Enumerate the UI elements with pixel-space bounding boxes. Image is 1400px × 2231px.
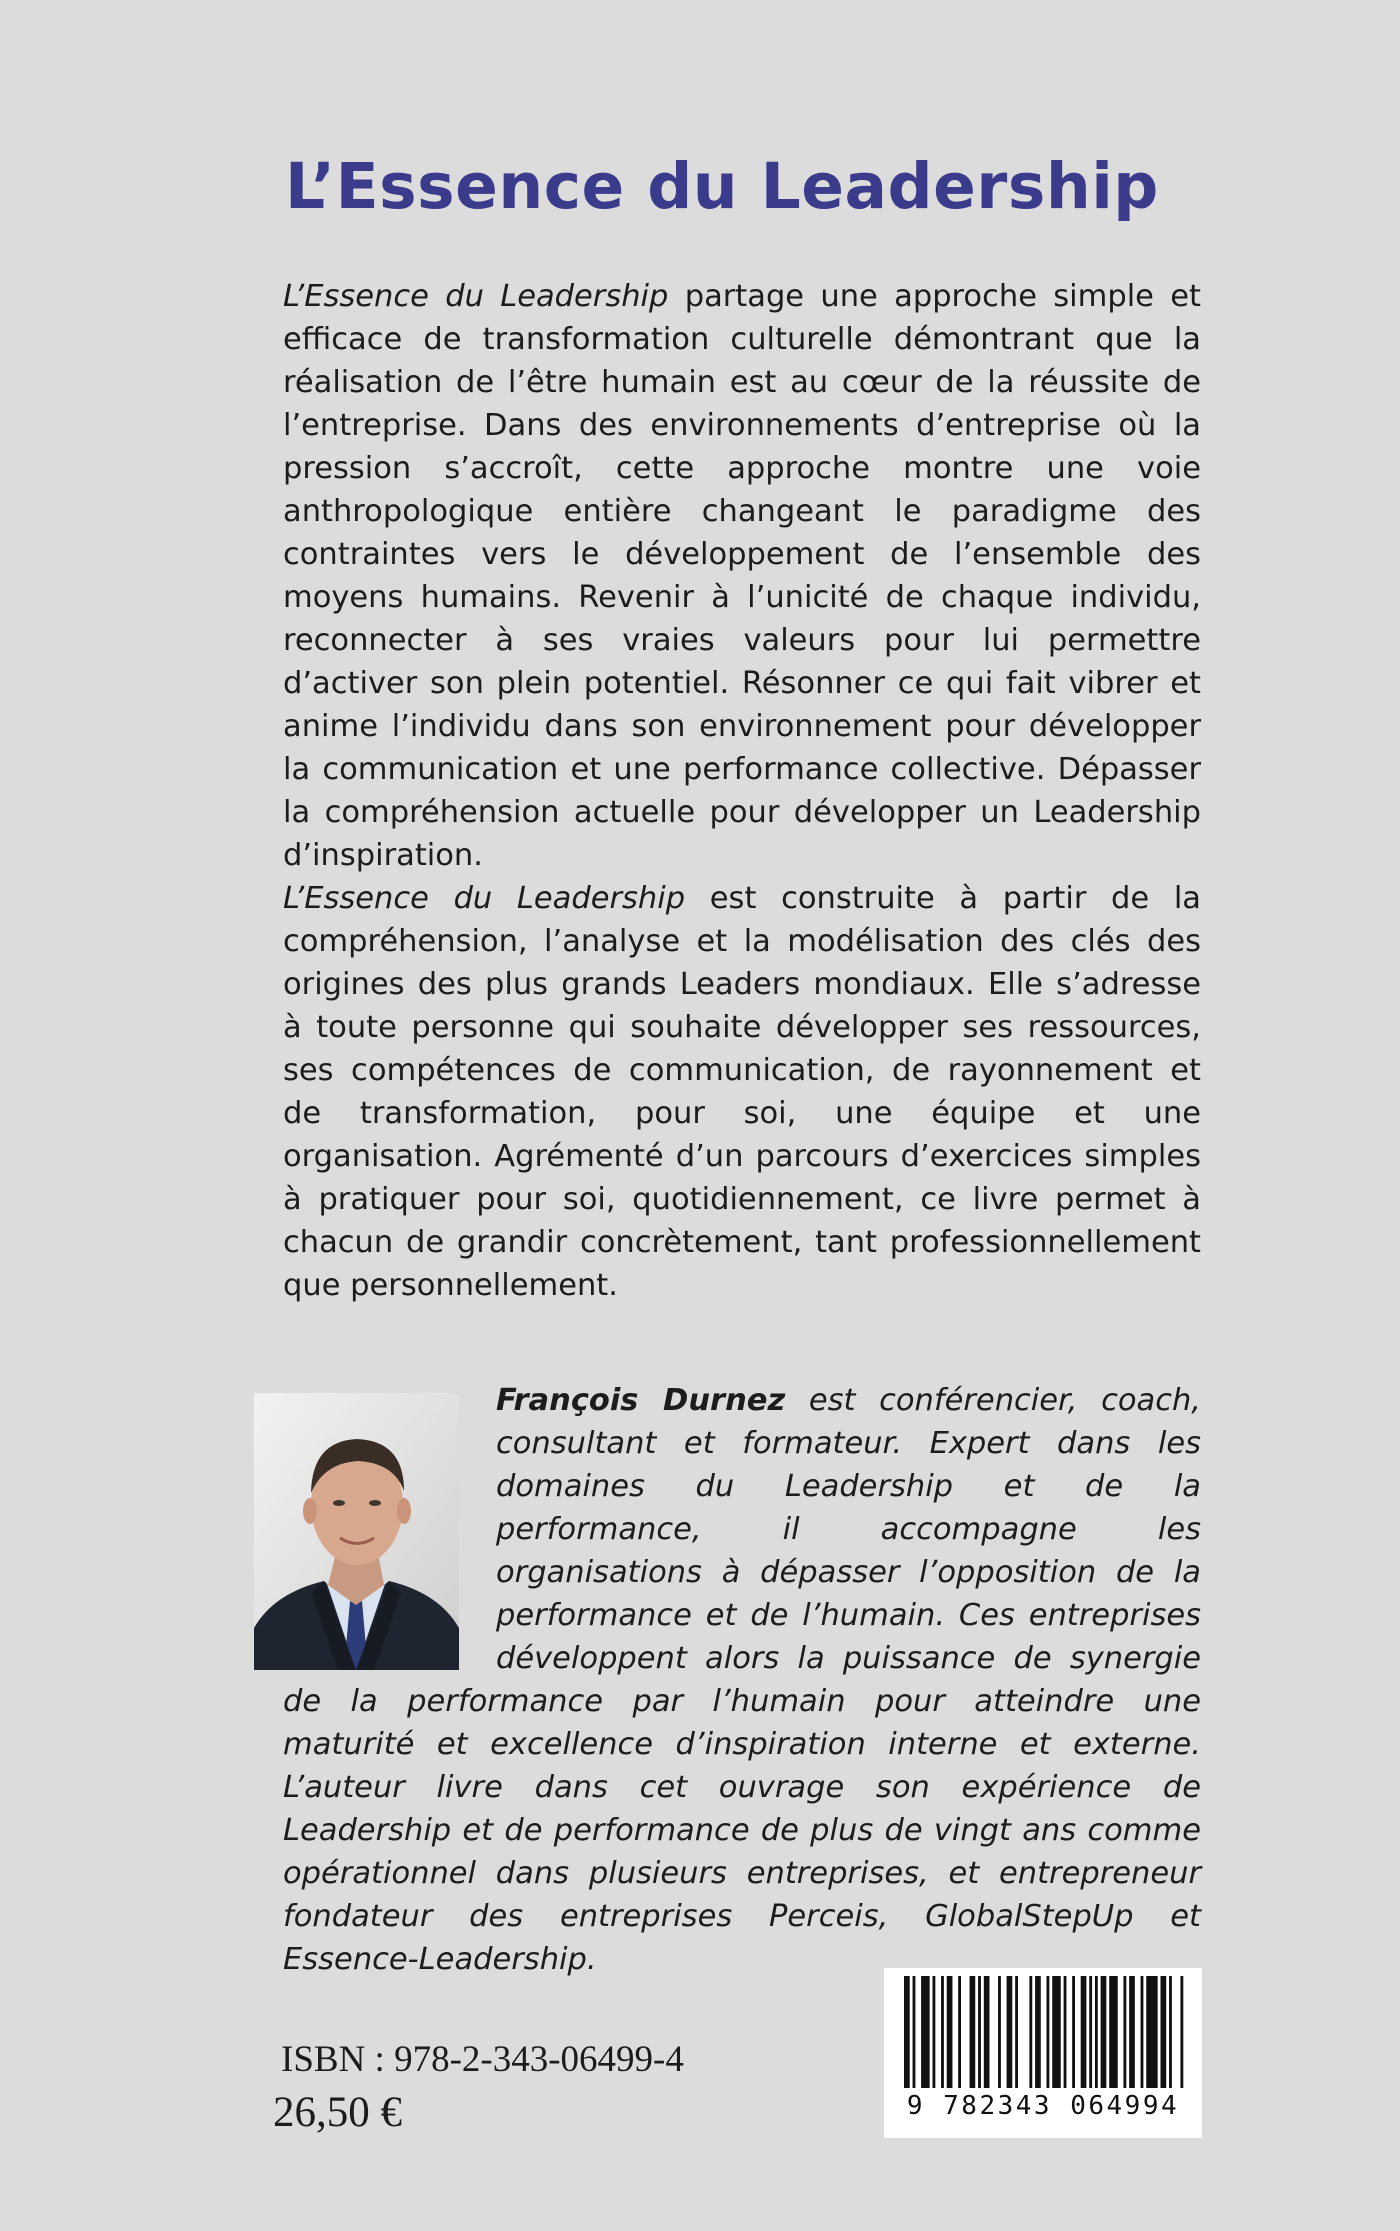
blurb-paragraph-2 [283,877,1201,1307]
author-name: François Durnez [496,1383,786,1418]
book-title: L’Essence du Leadership [285,150,1159,223]
book-blurb [283,275,1201,1307]
photo-spacer [283,1379,496,1679]
price: 26,50 € [273,2089,402,2136]
author-bio [283,1379,1201,1981]
blurb-text-2: est construite à partir de la compréhension, l’analyse et la modélisation des clés des origines des plus grands Leaders mondiaux. Elle s’adresse à toute personne qui souhaite développer ses ressources, ses compétences de communication, de rayonnement et de transformation, pour soi, une équipe et une organisation. Agrémenté d’un parcours d’exercices simples à pratiquer pour soi, quotidiennement, ce livre permet à chacun de grandir concrètement, tant professionnellement que personnellement. [283,881,1201,1303]
blurb-title-italic: L’Essence du Leadership [283,279,669,314]
author-bio-text: est conférencier, coach, consultant et formateur. Expert dans les domaines du Leadership et de la performance, il accompagne les organisations à dépasser l’opposition de la performance et de l’humain. Ces entreprises développent alors la puissance de synergie de la performance par l’humain pour atteindre une maturité et excellence d’inspiration interne et externe. L’auteur livre dans cet ouvrage son expérience de Leadership et de performance de plus de vingt ans comme opérationnel dans plusieurs entreprises, et entrepreneur fondateur des entreprises Perceis, GlobalStepUp et Essence-Leadership. [283,1383,1202,1977]
isbn: ISBN : 978-2-343-06499-4 [281,2039,684,2080]
barcode-digits: 9 782343 064994 [906,2091,1180,2121]
blurb-paragraph-1 [283,275,1201,877]
barcode [884,1968,1202,2138]
blurb-title-italic-2: L’Essence du Leadership [283,881,686,916]
barcode-bars [884,1968,1202,2093]
blurb-text-1: partage une approche simple et efficace de transformation culturelle démontrant que la réalisation de l’être humain est au cœur de la réussite de l’entreprise. Dans des environnements d’entreprise où la pression s’accroît, cette approche montre une voie anthropologique entière changeant le paradigme des contraintes vers le développement de l’ensemble des moyens humains. Revenir à l’unicité de chaque individu, reconnecter à ses vraies valeurs pour lui permettre d’activer son plein potentiel. Résonner ce qui fait vibrer et anime l’individu dans son environnement pour développer la communication et une performance collective. Dépasser la compréhension actuelle pour développer un Leadership d’inspiration. [283,279,1201,873]
